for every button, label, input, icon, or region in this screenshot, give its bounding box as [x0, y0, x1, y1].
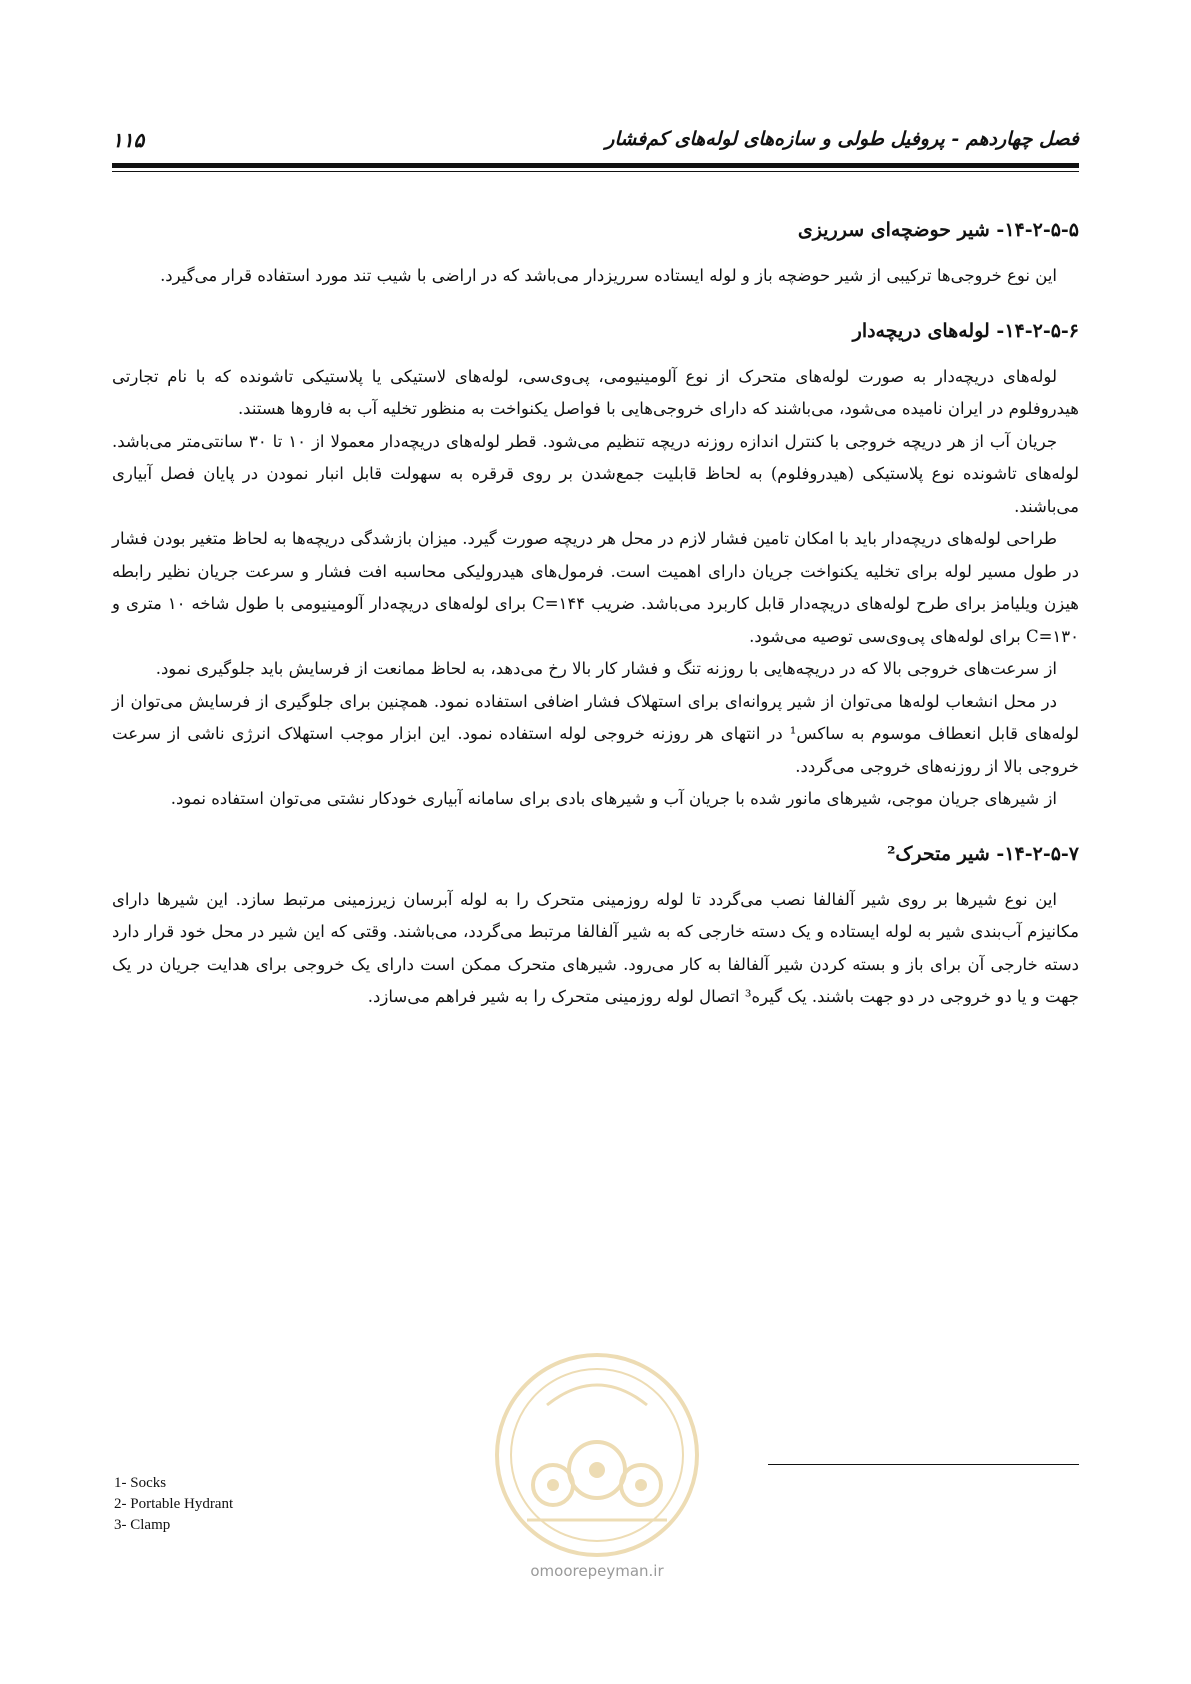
page-body — [112, 214, 1079, 1036]
section-portable-hydrant — [112, 838, 1079, 1014]
paragraph: این نوع خروجی‌ها ترکیبی از شیر حوضچه باز و لوله ایستاده سرریزدار می‌باشد که در اراضی با شیب تند مورد استفاده قرار می‌گیرد. — [160, 266, 1057, 285]
paragraph: طراحی لوله‌های دریچه‌دار باید با امکان تامین فشار لازم در محل هر دریچه صورت گیرد. میزان بازشدگی دریچه‌ها به لحاظ متغیر بودن فشار در طول مسیر لوله برای تخلیه یکنواخت جریان دارای اهمیت است. فرمول‌های هیدرولیکی محاسبه افت فشار و سرعت جریان نظیر رابطه هیزن ویلیامز برای طرح لوله‌های دریچه‌دار قابل کاربرد می‌باشد. ضریب C=۱۴۴ برای لوله‌های دریچه‌دار آلومینیومی با طول شاخه ۱۰ متری و C=۱۳۰ برای لوله‌های پی‌وی‌سی توصیه می‌شود. — [112, 529, 1080, 646]
footnote-item: 2- Portable Hydrant — [114, 1496, 234, 1512]
page-header — [112, 128, 1079, 168]
section-gated-pipes — [112, 315, 1079, 816]
paragraph: در محل انشعاب لوله‌ها می‌توان از شیر پروانه‌ای برای استهلاک فشار اضافی استفاده نمود. همچنین برای جلوگیری از فرسایش می‌توان از لوله‌های قابل انعطاف موسوم به ساکس¹ در انتهای هر روزنه خروجی لوله استفاده نمود. این ابزار موجب استهلاک انرژی ناشی از سرعت خروجی بالا از روزنه‌های خروجی می‌گردد. — [112, 691, 1079, 776]
page-number: ۱۱۵ — [112, 128, 145, 152]
section-overflow-valve — [112, 214, 1079, 293]
watermark-url: omoorepeyman.ir — [530, 1562, 664, 1580]
paragraph: جریان آب از هر دریچه خروجی با کنترل اندازه روزنه دریچه تنظیم می‌شود. قطر لوله‌های دریچه‌دار معمولا از ۱۰ تا ۳۰ سانتی‌متر می‌باشد. لوله‌های تاشونده نوع پلاستیکی (هیدروفلوم) به لحاظ قابلیت جمع‌شدن بر روی قرقره به سهولت قابل انبار نمودن در پایان فصل آبیاری می‌باشند. — [112, 431, 1079, 516]
paragraph: از سرعت‌های خروجی بالا که در دریچه‌هایی با روزنه تنگ و فشار کار بالا رخ می‌دهد، به لحاظ ممانعت از فرسایش باید جلوگیری نمود. — [155, 659, 1057, 678]
section-heading: ۱۴-۲-۵-۵- شیر حوضچه‌ای سرریزی — [797, 219, 1079, 241]
section-heading: ۱۴-۲-۵-۶- لوله‌های دریچه‌دار — [852, 319, 1079, 342]
header-rule-thin — [112, 171, 1079, 172]
footnote-item: 1- Socks — [114, 1475, 167, 1491]
footnotes — [114, 1473, 233, 1536]
paragraph: این نوع شیرها بر روی شیر آلفالفا نصب می‌گردد تا لوله روزمینی متحرک را به لوله آبرسان زیرزمینی مرتبط سازد. این شیرها دارای مکانیزم آب‌بندی شیر به لوله ایستاده و یک دسته خارجی که به شیر آلفالفا مرتبط می‌گردد، می‌باشند. وقتی که این شیر در محل خود قرار دارد دسته خارجی آن برای باز و بسته کردن شیر آلفالفا به کار می‌رود. شیرهای متحرک ممکن است دارای یک خروجی برای هدایت جریان در یک جهت و یا دو خروجی در دو جهت باشند. یک گیره³ اتصال لوله روزمینی متحرک را به شیر فراهم می‌سازد. — [112, 889, 1079, 1006]
section-heading: ۱۴-۲-۵-۷- شیر متحرک² — [887, 842, 1079, 865]
header-rule-thick — [112, 163, 1079, 168]
paragraph: لوله‌های دریچه‌دار به صورت لوله‌های متحرک از نوع آلومینیومی، پی‌وی‌سی، لوله‌های لاستیکی یا پلاستیکی تاشونده که با نام تجارتی هیدروفلوم در ایران نامیده می‌شود، می‌باشند که دارای خروجی‌هایی با فواصل یکنواخت به منظور تخلیه آب به فاروها هستند. — [112, 366, 1079, 418]
footnote-rule — [768, 1464, 1079, 1465]
watermark-logo-icon — [487, 1345, 707, 1565]
chapter-title: فصل چهاردهم - پروفیل طولی و سازه‌های لوله‌های کم‌فشار — [605, 128, 1079, 150]
paragraph: از شیرهای جریان موجی، شیرهای مانور شده با جریان آب و شیرهای بادی برای سامانه آبیاری خودکار نشتی می‌توان استفاده نمود. — [170, 789, 1057, 808]
footnote-item: 3- Clamp — [114, 1517, 171, 1533]
